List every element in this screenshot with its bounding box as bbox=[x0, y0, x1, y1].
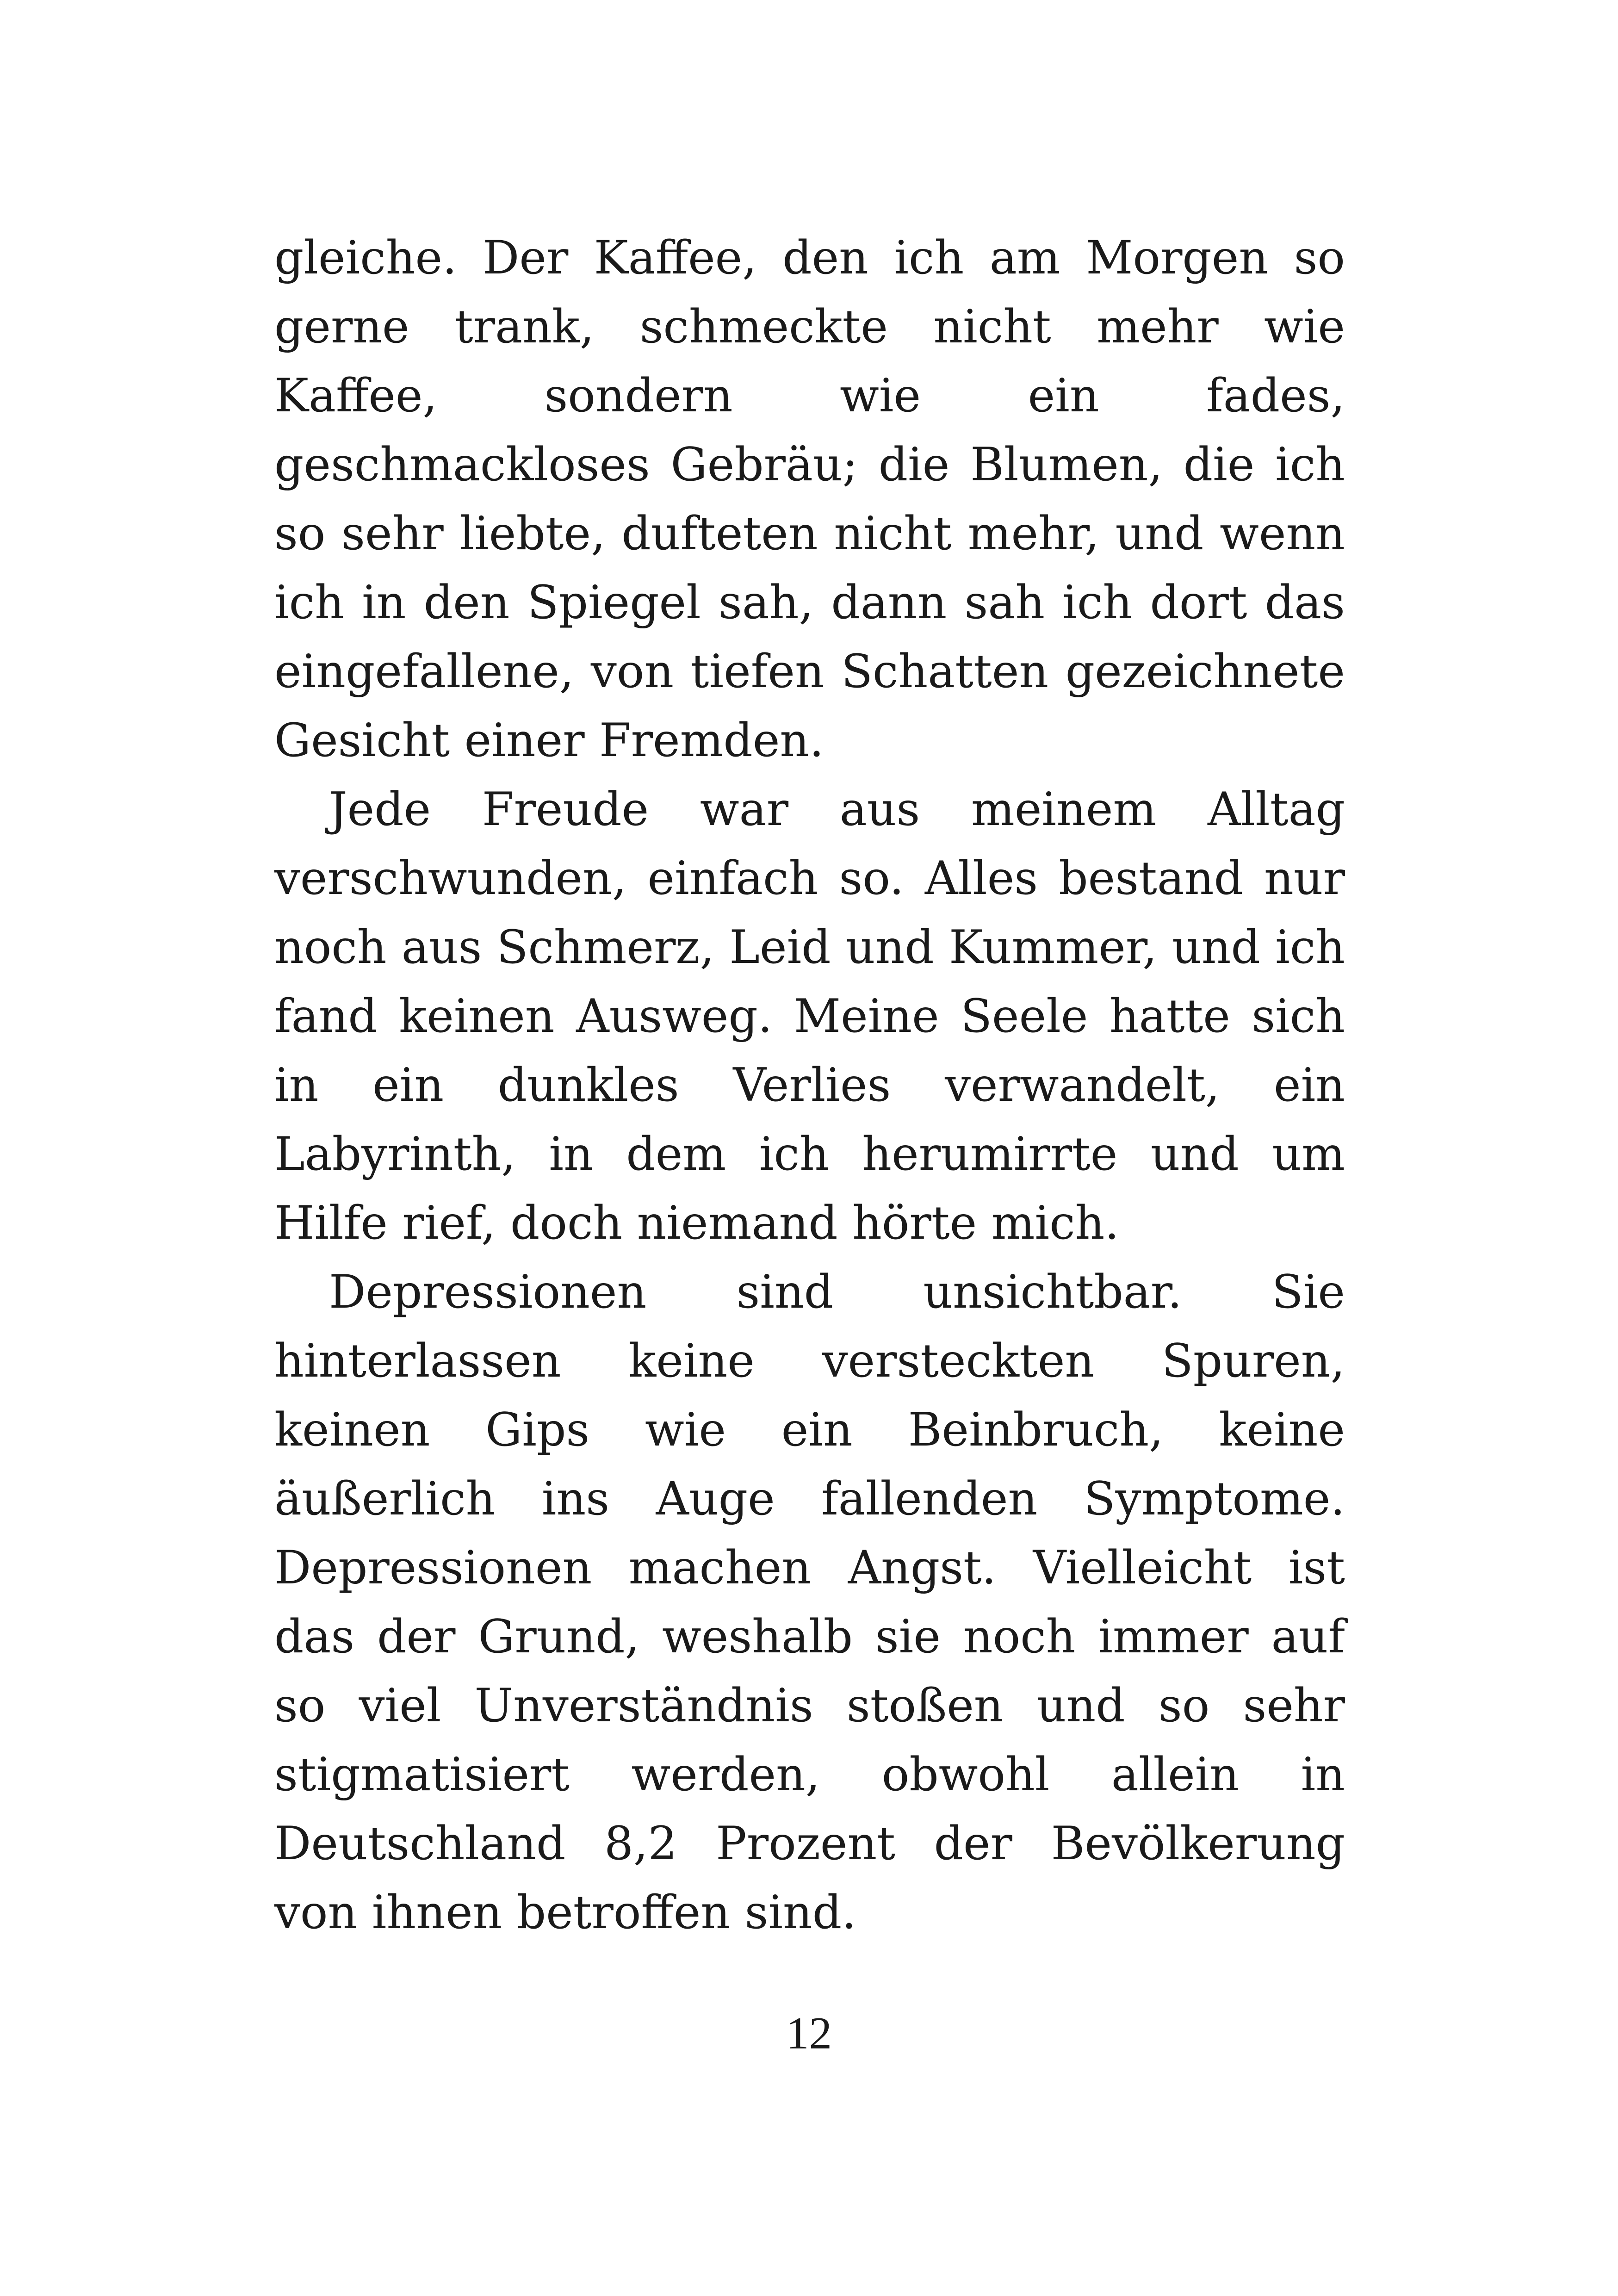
paragraph: Depressionen sind unsichtbar. Sie hinterlassen keine versteckten Spuren, keinen Gips wie ein Beinbruch, keine äußerlich ins Auge fallenden Symptome. Depressionen machen Angst. Vielleicht ist das der Grund, weshalb sie noch immer auf so viel Unverständnis stoßen und so sehr stigmatisiert werden, obwohl allein in Deutschland 8,2 Prozent der Bevölkerung von ihnen betroffen sind. bbox=[274, 1266, 1345, 1939]
page-number: 12 bbox=[786, 2008, 832, 2059]
body-text bbox=[274, 223, 1345, 1947]
paragraph: gleiche. Der Kaffee, den ich am Morgen so gerne trank, schmeckte nicht mehr wie Kaffee, sondern wie ein fades, geschmackloses Gebräu; die Blumen, die ich so sehr liebte, dufteten nicht mehr, und wenn ich in den Spiegel sah, dann sah ich dort das eingefallene, von tiefen Schatten gezeichnete Gesicht einer Fremden. bbox=[274, 231, 1345, 767]
paragraph: Jede Freude war aus meinem Alltag verschwunden, einfach so. Alles bestand nur noch aus Schmerz, Leid und Kummer, und ich fand keinen Ausweg. Meine Seele hatte sich in ein dunkles Verlies verwandelt, ein Labyrinth, in dem ich herumirrte und um Hilfe rief, doch niemand hörte mich. bbox=[274, 783, 1345, 1250]
